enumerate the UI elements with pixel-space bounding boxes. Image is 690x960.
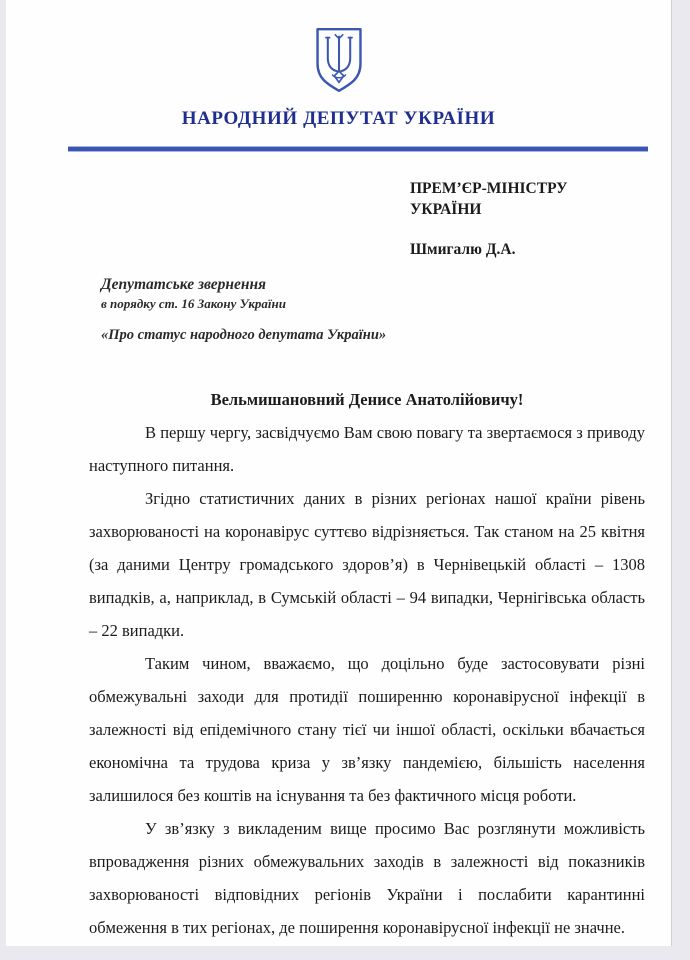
letter-body (89, 383, 645, 944)
addressee-title-line2: УКРАЇНИ (410, 201, 482, 218)
paragraph: Таким чином, вважаємо, що доцільно буде застосовувати різні обмежувальні заходи для протидії поширенню коронавірусної інфекції в залежності від епідемічного стану тієї чи іншої області, оскільки вбачається економічна та трудова криза у зв’язку пандемією, більшість населення залишилося без коштів на існування та без фактичного місця роботи. (89, 654, 645, 805)
addressee-block (410, 178, 651, 260)
letterhead (6, 0, 671, 130)
paragraph: В першу чергу, засвідчуємо Вам свою повагу та звертаємося з приводу наступного питання. (89, 423, 645, 475)
letter-page (6, 0, 672, 946)
header-divider (68, 146, 648, 152)
paragraph: У зв’язку з викладеним вище просимо Вас розглянути можливість впровадження різних обмежувальних заходів в залежності від показників захворюваності відповідних регіонів України і послабити карантинні обмеження в тих регіонах, де поширення коронавірусної інфекції не значне. (89, 819, 645, 937)
tryzub-emblem-icon (311, 26, 367, 94)
reference-block (101, 275, 671, 345)
addressee-name: Шмигалю Д.А. (410, 241, 516, 258)
paragraph: Згідно статистичних даних в різних регіонах нашої країни рівень захворюваності на коронавірус суттєво відрізняється. Так станом на 25 квітня (за даними Центру громадського здоров’я) в Чернівецькій області – 1308 випадків, а, наприклад, в Сумській області – 94 випадки, Чернігівська область – 22 випадки. (89, 489, 645, 640)
reference-law: в порядку ст. 16 Закону України (101, 296, 286, 311)
reference-law-title: «Про статус народного депутата України» (101, 327, 387, 343)
page-title: НАРОДНИЙ ДЕПУТАТ УКРАЇНИ (181, 108, 496, 129)
reference-type: Депутатське звернення (101, 276, 267, 293)
addressee-title-line1: ПРЕМ’ЄР-МІНІСТРУ (410, 180, 568, 197)
salutation: Вельмишановний Денисе Анатолійовичу! (210, 390, 524, 409)
